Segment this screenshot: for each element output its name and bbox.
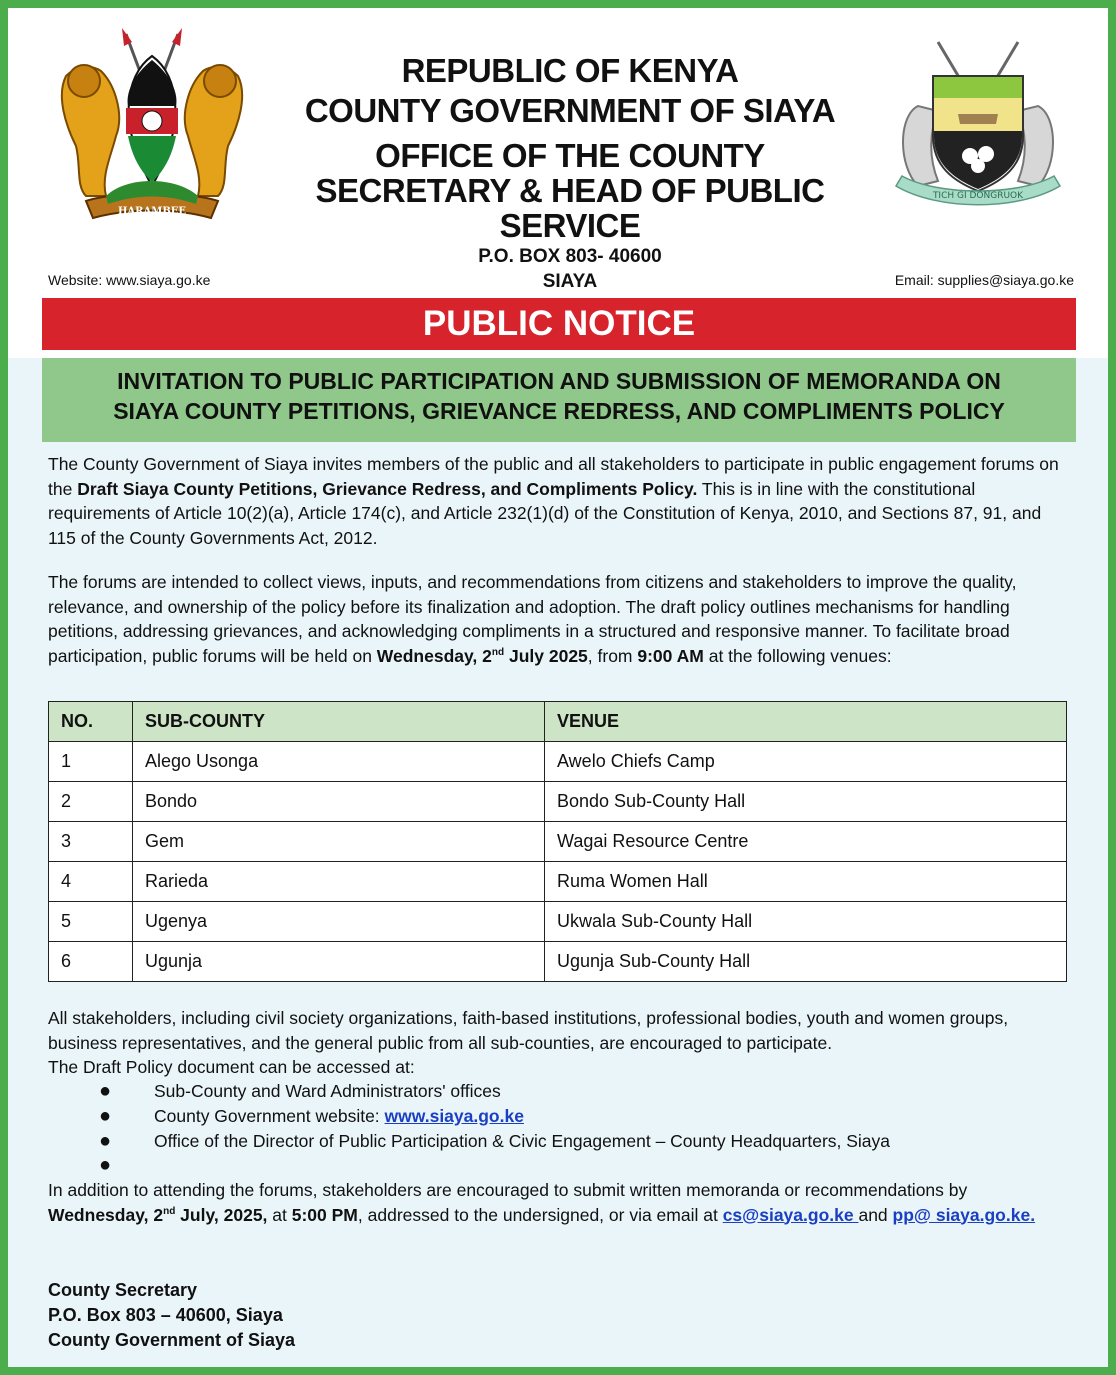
list-item: ● Office of the Director of Public Participation & Civic Engagement – County Headquarters, Siaya xyxy=(99,1129,891,1152)
siaya-county-emblem-icon xyxy=(878,36,1078,216)
header-sub-county: SUB-COUNTY xyxy=(133,702,545,742)
pp-email-link[interactable]: pp@ siaya.go.ke. xyxy=(892,1204,1036,1225)
memoranda-paragraph: In addition to attending the forums, stakeholders are encouraged to submit written memoranda or recommendations by Wednesday, 2nd July, 2025, at 5:00 PM, addressed to the undersigned, or via email at cs@siaya.go.ke and pp@ siaya.go.ke. xyxy=(48,1180,1036,1225)
postal-town: SIAYA xyxy=(542,271,598,292)
row-venue: Wagai Resource Centre xyxy=(545,822,1067,862)
row-no: 2 xyxy=(49,782,133,822)
website-link[interactable]: www.siaya.go.ke xyxy=(384,1105,524,1126)
bullet-icon: ● xyxy=(99,1080,112,1102)
table-row xyxy=(49,822,1067,862)
row-sub-county: Ugunja xyxy=(133,942,545,982)
list-item: ● County Government website: www.siaya.go.ke xyxy=(99,1104,524,1127)
access-intro-text: The Draft Policy document can be accessed at: xyxy=(48,1057,415,1077)
svg-text:HARAMBEE: HARAMBEE xyxy=(117,206,187,217)
access-list xyxy=(99,1079,891,1178)
signatory-title: County Secretary xyxy=(48,1280,198,1300)
notice-subject xyxy=(42,358,1076,442)
signature-block xyxy=(48,1278,295,1353)
venues-table xyxy=(48,701,1067,982)
bullet-icon: ● xyxy=(99,1104,112,1127)
republic-heading: REPUBLIC OF KENYA xyxy=(401,52,739,89)
signatory-organization: County Government of Siaya xyxy=(48,1330,296,1350)
forum-date: Wednesday, 2nd July 2025 xyxy=(376,645,588,666)
public-notice-page xyxy=(8,8,1108,1367)
website-text: Website: www.siaya.go.ke xyxy=(48,272,211,288)
stakeholders-text: All stakeholders, including civil society organizations, faith-based institutions, professional bodies, youth and women groups, business representatives, and the general public from all sub-counties, are encouraged to participate. xyxy=(48,1008,1009,1053)
row-no: 5 xyxy=(49,902,133,942)
intro-paragraph xyxy=(48,452,1072,550)
deadline-date: Wednesday, 2nd July, 2025, xyxy=(48,1204,268,1225)
row-sub-county: Bondo xyxy=(133,782,545,822)
office-heading-line3: SERVICE xyxy=(499,207,641,244)
row-sub-county: Alego Usonga xyxy=(133,742,545,782)
office-heading-line2: SECRETARY & HEAD OF PUBLIC xyxy=(315,172,825,209)
stakeholders-paragraph xyxy=(48,1006,1072,1080)
deadline-time: 5:00 PM xyxy=(291,1204,358,1225)
header-no: NO. xyxy=(49,702,133,742)
forums-text: The forums are intended to collect views, inputs, and recommendations from citizens and stakeholders to improve the quality, relevance, and ownership of the policy before its finalization and adoption. The draft policy outlines mechanisms for handling petitions, addressing grievances, and acknowledging compliments in a structured and responsive manner. To facilitate broad participation, public forums will be held on xyxy=(48,572,1017,666)
kenya-coat-of-arms-icon xyxy=(46,26,258,226)
row-venue: Ugunja Sub-County Hall xyxy=(545,942,1067,982)
county-government-heading: COUNTY GOVERNMENT OF SIAYA xyxy=(304,92,836,129)
letterhead xyxy=(8,8,1108,300)
bullet-icon: ● xyxy=(99,1129,112,1152)
forum-time: 9:00 AM xyxy=(637,645,704,666)
row-sub-county: Gem xyxy=(133,822,545,862)
list-item xyxy=(99,1153,890,1178)
row-no: 1 xyxy=(49,742,133,782)
row-no: 6 xyxy=(49,942,133,982)
table-row xyxy=(49,862,1067,902)
row-no: 4 xyxy=(49,862,133,902)
subject-line2: SIAYA COUNTY PETITIONS, GRIEVANCE REDRESS, AND COMPLIMENTS POLICY xyxy=(113,398,1005,424)
intro-legal-text: This is in line with the constitutional requirements of Article 10(2)(a), Article 174(c), and Article 232(1)(d) of the Constitution of Kenya, 2010, and Sections 87, 91, and 115 of the County Governments Act, 2012. xyxy=(48,478,1042,548)
intro-text: The County Government of Siaya invites members of the public and all stakeholders to participate in public engagement forums on the xyxy=(48,454,1059,499)
table-header-row xyxy=(49,702,1067,742)
postal-address: P.O. BOX 803- 40600 xyxy=(478,246,662,267)
row-venue: Bondo Sub-County Hall xyxy=(545,782,1067,822)
subject-line1: INVITATION TO PUBLIC PARTICIPATION AND SUBMISSION OF MEMORANDA ON xyxy=(117,368,1001,394)
table-row xyxy=(49,742,1067,782)
header-venue: VENUE xyxy=(545,702,1067,742)
cs-email-link[interactable]: cs@siaya.go.ke xyxy=(722,1204,859,1225)
row-sub-county: Rarieda xyxy=(133,862,545,902)
office-heading xyxy=(270,138,870,243)
public-notice-banner: PUBLIC NOTICE xyxy=(42,298,1076,350)
table-row xyxy=(49,942,1067,982)
table-row xyxy=(49,902,1067,942)
signatory-address: P.O. Box 803 – 40600, Siaya xyxy=(48,1305,283,1325)
bullet-icon: ● xyxy=(99,1154,112,1177)
row-no: 3 xyxy=(49,822,133,862)
row-venue: Awelo Chiefs Camp xyxy=(545,742,1067,782)
table-row xyxy=(49,782,1067,822)
svg-text:TICH GI DONGRUOK: TICH GI DONGRUOK xyxy=(932,191,1024,201)
row-sub-county: Ugenya xyxy=(133,902,545,942)
list-item: ● Sub-County and Ward Administrators' offices xyxy=(99,1080,501,1102)
row-venue: Ukwala Sub-County Hall xyxy=(545,902,1067,942)
forums-paragraph: The forums are intended to collect views, inputs, and recommendations from citizens and stakeholders to improve the quality, relevance, and ownership of the policy before its finalization and adoption. The draft policy outlines mechanisms for handling petitions, addressing grievances, and acknowledging compliments in a structured and responsive manner. To facilitate broad participation, public forums will be held on Wednesday, 2nd July 2025, from 9:00 AM at the following venues: xyxy=(48,572,1017,666)
email-text: Email: supplies@siaya.go.ke xyxy=(894,272,1074,288)
policy-name: Draft Siaya County Petitions, Grievance Redress, and Compliments Policy. xyxy=(77,478,698,499)
row-venue: Ruma Women Hall xyxy=(545,862,1067,902)
office-heading-line1: OFFICE OF THE COUNTY xyxy=(375,137,765,174)
